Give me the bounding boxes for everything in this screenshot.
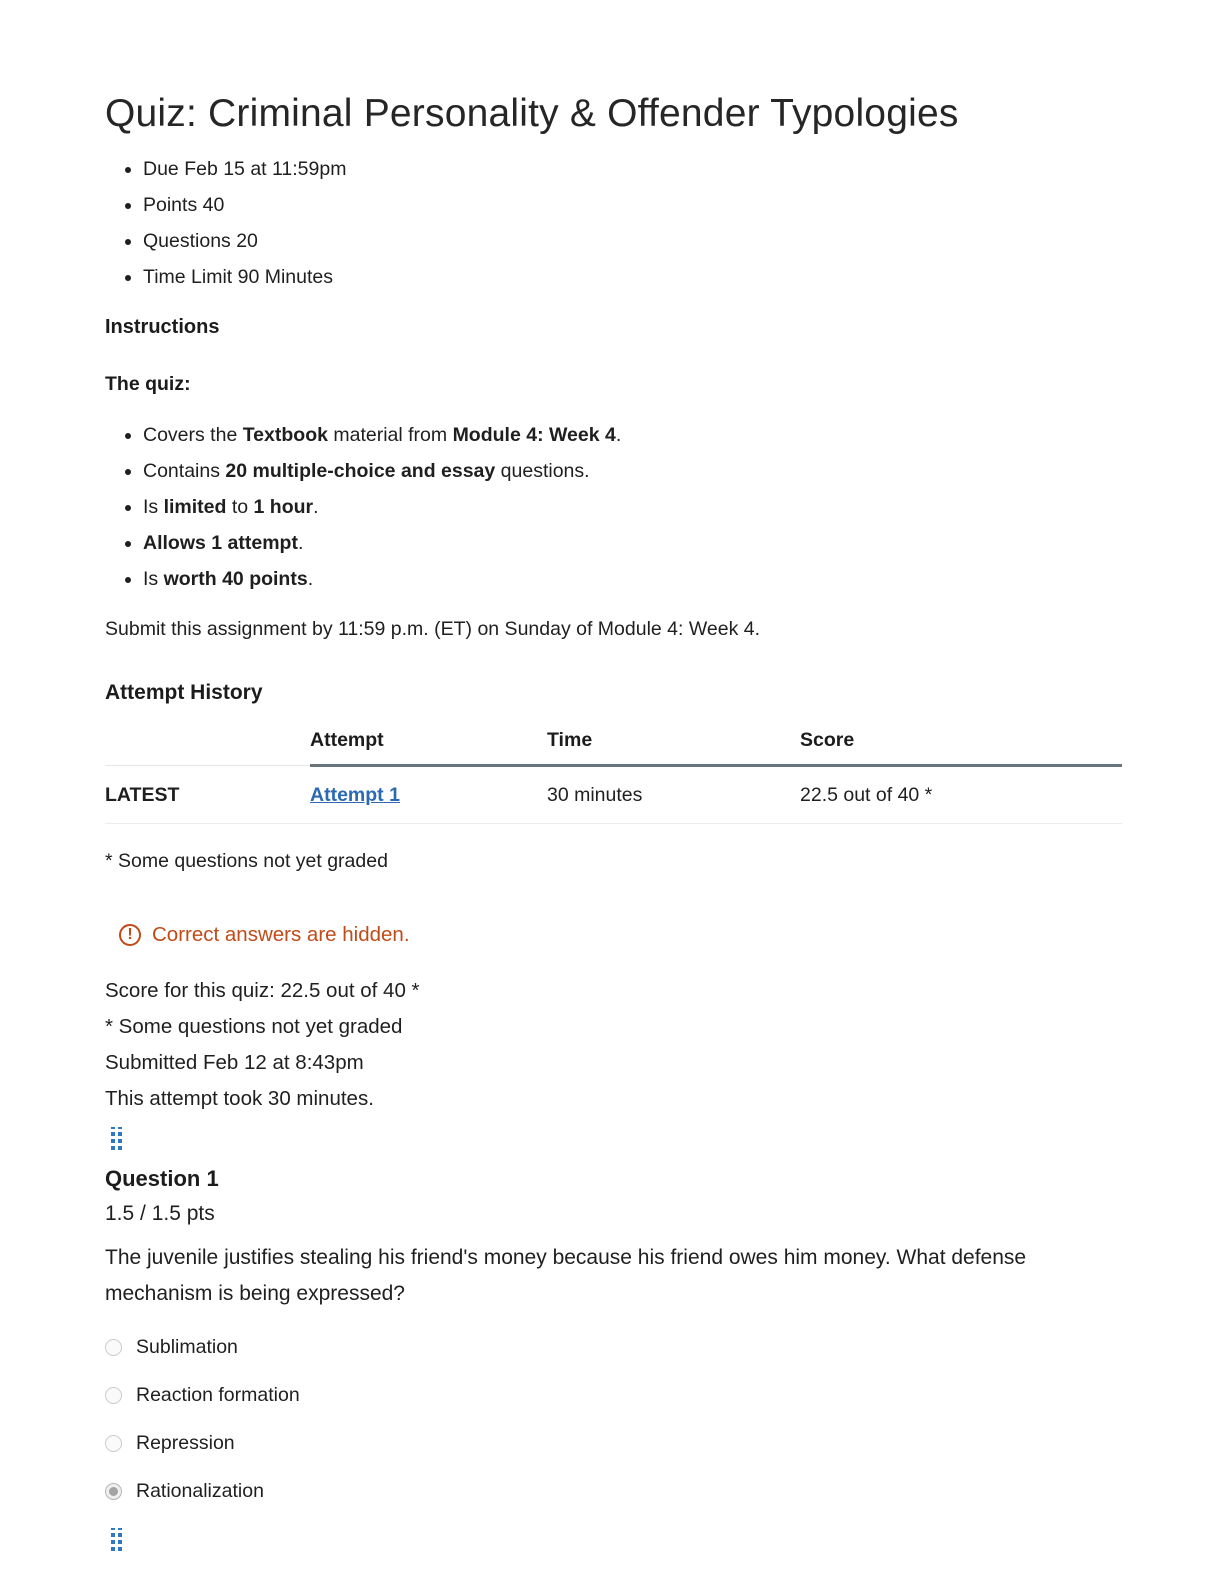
attempt-history-heading: Attempt History	[105, 681, 263, 704]
question-points: 1.5 / 1.5 pts	[105, 1202, 215, 1225]
question-heading: Question 1	[105, 1166, 219, 1191]
quiz-meta-item: • Points 40	[143, 192, 1124, 218]
hidden-answers-alert	[119, 923, 1124, 947]
quiz-graded-note: * Some questions not yet graded	[105, 1015, 403, 1038]
instructions-heading: Instructions	[105, 316, 220, 338]
radio-button[interactable]	[105, 1339, 122, 1356]
quiz-meta-item: • Questions 20	[143, 228, 1124, 254]
instructions-item: • Is worth 40 points.	[143, 566, 1124, 592]
radio-button[interactable]	[105, 1387, 122, 1404]
attempt-row-time: 30 minutes	[547, 766, 800, 824]
question-text: The juvenile justifies stealing his friend's money because his friend owes him money. What defense mechanism is being expressed?	[105, 1246, 1027, 1305]
attempt-table-header-empty	[105, 723, 310, 766]
quiz-intro: The quiz:	[105, 373, 191, 395]
attempt-table-header-row	[105, 723, 1122, 766]
answer-option[interactable]	[105, 1480, 1124, 1503]
attempt-history-table	[105, 723, 1122, 824]
attempt-link[interactable]: Attempt 1	[310, 784, 400, 806]
page-title: Quiz: Criminal Personality & Offender Typologies	[105, 92, 959, 135]
attempt-table-header-score: Score	[800, 723, 1122, 766]
hidden-answers-alert-text: Correct answers are hidden.	[152, 923, 410, 946]
instructions-item: • Contains 20 multiple-choice and essay questions.	[143, 458, 1124, 484]
instructions-list	[105, 422, 1124, 592]
attempt-table-header-attempt: Attempt	[310, 723, 547, 766]
answer-option[interactable]	[105, 1384, 1124, 1407]
drag-handle-icon[interactable]	[111, 1127, 122, 1150]
answer-option-label: Sublimation	[136, 1336, 238, 1358]
answer-option-label: Rationalization	[136, 1480, 264, 1502]
attempt-summary	[105, 973, 1124, 1117]
attempt-table-header-time: Time	[547, 723, 800, 766]
quiz-submitted-line: Submitted Feb 12 at 8:43pm	[105, 1051, 364, 1074]
quiz-meta-list	[105, 156, 1124, 290]
attempt-row-label: LATEST	[105, 766, 310, 824]
quiz-meta-item: • Due Feb 15 at 11:59pm	[143, 156, 1124, 182]
submit-note: Submit this assignment by 11:59 p.m. (ET) on Sunday of Module 4: Week 4.	[105, 618, 761, 640]
answer-option[interactable]	[105, 1432, 1124, 1455]
answer-option-label: Reaction formation	[136, 1384, 300, 1406]
drag-handle-icon[interactable]	[111, 1528, 122, 1551]
quiz-score-line: Score for this quiz: 22.5 out of 40 *	[105, 979, 420, 1002]
answer-option-label: Repression	[136, 1432, 235, 1454]
quiz-duration-line: This attempt took 30 minutes.	[105, 1087, 374, 1110]
radio-button[interactable]	[105, 1435, 122, 1452]
grading-footnote: * Some questions not yet graded	[105, 850, 388, 872]
table-row	[105, 766, 1122, 824]
attempt-row-score: 22.5 out of 40 *	[800, 766, 1122, 824]
instructions-item: • Allows 1 attempt.	[143, 530, 1124, 556]
instructions-item: • Covers the Textbook material from Module 4: Week 4.	[143, 422, 1124, 448]
radio-button[interactable]	[105, 1483, 122, 1500]
instructions-item: • Is limited to 1 hour.	[143, 494, 1124, 520]
exclamation-circle-icon: !	[119, 924, 141, 946]
answer-options	[105, 1336, 1124, 1503]
quiz-meta-item: • Time Limit 90 Minutes	[143, 264, 1124, 290]
answer-option[interactable]	[105, 1336, 1124, 1359]
